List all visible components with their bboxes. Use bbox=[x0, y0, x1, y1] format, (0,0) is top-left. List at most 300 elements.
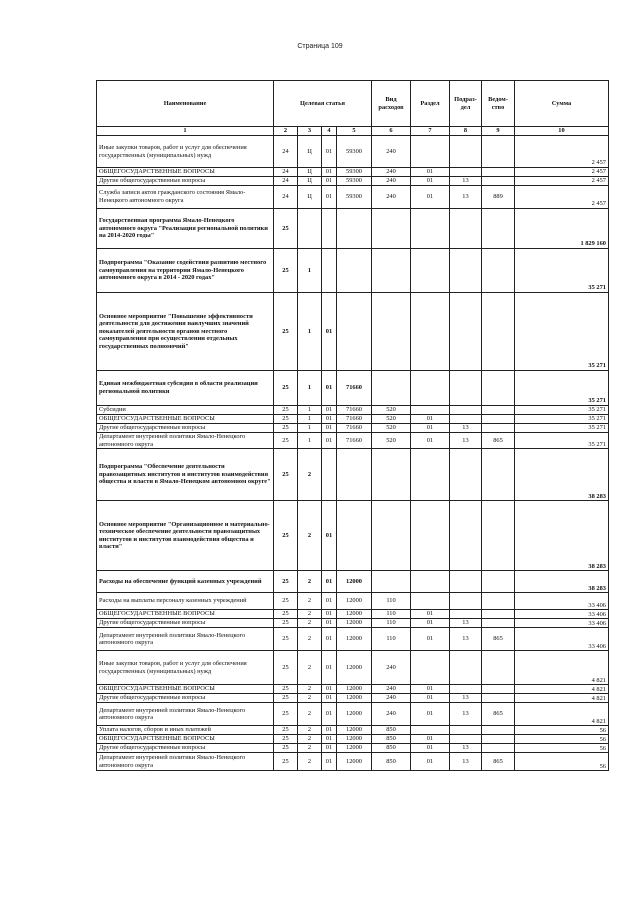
table-cell-code: 12000 bbox=[337, 703, 372, 726]
table-cell-razdel: 01 bbox=[411, 694, 450, 703]
table-cell-sum: 4 821 bbox=[515, 703, 609, 726]
table-cell-sum: 33 406 bbox=[515, 628, 609, 651]
table-cell-vedomstvo bbox=[482, 371, 515, 406]
table-cell-vid: 850 bbox=[372, 753, 411, 771]
col-number: 3 bbox=[298, 127, 322, 136]
table-cell-name: Субсидии bbox=[97, 406, 274, 415]
header-row bbox=[97, 81, 609, 127]
table-cell-code: 2 bbox=[298, 685, 322, 694]
table-cell-sum: 38 283 bbox=[515, 449, 609, 501]
table-cell-sum: 33 406 bbox=[515, 619, 609, 628]
header-target: Целевая статья bbox=[274, 81, 372, 127]
table-cell-vedomstvo bbox=[482, 571, 515, 593]
table-cell-code: 01 bbox=[322, 406, 337, 415]
table-cell-vid: 850 bbox=[372, 744, 411, 753]
table-cell-podrazdel bbox=[450, 735, 482, 744]
table-row bbox=[97, 753, 609, 771]
table-cell-code: 12000 bbox=[337, 744, 372, 753]
table-cell-code: 01 bbox=[322, 726, 337, 735]
table-cell-vedomstvo bbox=[482, 449, 515, 501]
table-cell-code: 25 bbox=[274, 406, 298, 415]
header-name: Наименование bbox=[97, 81, 274, 127]
table-row bbox=[97, 209, 609, 249]
table-cell-vedomstvo bbox=[482, 424, 515, 433]
table-row bbox=[97, 371, 609, 406]
table-cell-code bbox=[322, 249, 337, 293]
table-cell-podrazdel: 13 bbox=[450, 744, 482, 753]
table-cell-podrazdel: 13 bbox=[450, 433, 482, 449]
table-cell-vid bbox=[372, 571, 411, 593]
table-cell-code: 01 bbox=[322, 753, 337, 771]
table-cell-vid: 110 bbox=[372, 619, 411, 628]
table-cell-code bbox=[337, 293, 372, 371]
table-cell-vid: 520 bbox=[372, 406, 411, 415]
table-row bbox=[97, 610, 609, 619]
table-cell-code: 12000 bbox=[337, 628, 372, 651]
header-vedomstvo: Ведом- ство bbox=[482, 81, 515, 127]
table-cell-podrazdel: 13 bbox=[450, 177, 482, 186]
table-cell-razdel bbox=[411, 406, 450, 415]
table-cell-code: 01 bbox=[322, 168, 337, 177]
table-cell-code bbox=[337, 249, 372, 293]
table-cell-podrazdel bbox=[450, 726, 482, 735]
table-cell-sum: 2 457 bbox=[515, 136, 609, 168]
table-cell-name: Единая межбюджетная субсидия в области реализации региональной политики bbox=[97, 371, 274, 406]
table-cell-sum: 38 283 bbox=[515, 571, 609, 593]
table-cell-podrazdel bbox=[450, 406, 482, 415]
table-cell-razdel bbox=[411, 571, 450, 593]
table-cell-name: Подпрограмма "Обеспечение деятельности правозащитных институтов и институтов взаимодействия общества и власти в Ямало-Ненецком автономном округе" bbox=[97, 449, 274, 501]
col-number: 7 bbox=[411, 127, 450, 136]
table-cell-code: 25 bbox=[274, 651, 298, 685]
table-cell-podrazdel: 13 bbox=[450, 186, 482, 209]
table-cell-vedomstvo bbox=[482, 209, 515, 249]
table-cell-vedomstvo: 865 bbox=[482, 753, 515, 771]
table-cell-name: Государственная программа Ямало-Ненецкого автономного округа "Реализация региональной политики на 2014-2020 годы" bbox=[97, 209, 274, 249]
table-cell-vedomstvo bbox=[482, 249, 515, 293]
table-cell-razdel bbox=[411, 449, 450, 501]
table-row bbox=[97, 406, 609, 415]
table-cell-sum: 35 271 bbox=[515, 249, 609, 293]
table-cell-code: 12000 bbox=[337, 685, 372, 694]
table-cell-sum: 4 821 bbox=[515, 694, 609, 703]
budget-table bbox=[96, 80, 609, 771]
table-cell-vedomstvo bbox=[482, 136, 515, 168]
table-body bbox=[97, 136, 609, 771]
table-cell-code: 24 bbox=[274, 136, 298, 168]
table-cell-razdel: 01 bbox=[411, 415, 450, 424]
table-row bbox=[97, 744, 609, 753]
table-cell-code: 71660 bbox=[337, 424, 372, 433]
table-cell-vedomstvo bbox=[482, 685, 515, 694]
col-number: 4 bbox=[322, 127, 337, 136]
table-cell-code: 01 bbox=[322, 571, 337, 593]
table-cell-vedomstvo bbox=[482, 293, 515, 371]
table-cell-sum: 56 bbox=[515, 735, 609, 744]
table-cell-razdel bbox=[411, 726, 450, 735]
table-cell-podrazdel bbox=[450, 249, 482, 293]
table-cell-name: Другие общегосударственные вопросы bbox=[97, 177, 274, 186]
table-cell-podrazdel: 13 bbox=[450, 694, 482, 703]
table-cell-code: 01 bbox=[322, 685, 337, 694]
table-cell-code: 01 bbox=[322, 186, 337, 209]
table-cell-razdel: 01 bbox=[411, 168, 450, 177]
table-cell-code: 2 bbox=[298, 753, 322, 771]
table-cell-sum: 35 271 bbox=[515, 433, 609, 449]
table-cell-code: 59300 bbox=[337, 177, 372, 186]
table-cell-vid: 110 bbox=[372, 628, 411, 651]
table-cell-podrazdel bbox=[450, 371, 482, 406]
table-cell-code: Ц bbox=[298, 186, 322, 209]
table-cell-razdel: 01 bbox=[411, 703, 450, 726]
table-cell-code: 71660 bbox=[337, 415, 372, 424]
table-cell-razdel bbox=[411, 136, 450, 168]
table-cell-code: 12000 bbox=[337, 610, 372, 619]
table-cell-podrazdel bbox=[450, 571, 482, 593]
table-cell-code bbox=[337, 501, 372, 571]
table-cell-code: 01 bbox=[322, 703, 337, 726]
table-cell-vedomstvo bbox=[482, 177, 515, 186]
table-cell-code: 2 bbox=[298, 651, 322, 685]
table-cell-code: 12000 bbox=[337, 651, 372, 685]
table-cell-code: 01 bbox=[322, 610, 337, 619]
table-cell-razdel: 01 bbox=[411, 744, 450, 753]
table-cell-razdel: 01 bbox=[411, 619, 450, 628]
table-cell-sum: 1 829 160 bbox=[515, 209, 609, 249]
table-cell-name: Другие общегосударственные вопросы bbox=[97, 694, 274, 703]
table-cell-vedomstvo: 865 bbox=[482, 703, 515, 726]
table-row bbox=[97, 685, 609, 694]
table-cell-vid: 240 bbox=[372, 694, 411, 703]
table-cell-podrazdel: 13 bbox=[450, 753, 482, 771]
header-podrazdel: Подраз- дел bbox=[450, 81, 482, 127]
table-cell-code: 25 bbox=[274, 449, 298, 501]
table-cell-podrazdel bbox=[450, 293, 482, 371]
table-cell-code: 25 bbox=[274, 415, 298, 424]
table-cell-sum: 38 283 bbox=[515, 501, 609, 571]
table-cell-sum: 35 271 bbox=[515, 415, 609, 424]
table-cell-code: 01 bbox=[322, 735, 337, 744]
table-cell-vedomstvo bbox=[482, 651, 515, 685]
table-cell-razdel bbox=[411, 593, 450, 610]
table-cell-name: Департамент внутренней политики Ямало-Ненецкого автономного округа bbox=[97, 753, 274, 771]
table-cell-vedomstvo: 865 bbox=[482, 433, 515, 449]
table-cell-name: Другие общегосударственные вопросы bbox=[97, 424, 274, 433]
table-row bbox=[97, 694, 609, 703]
table-cell-sum: 35 271 bbox=[515, 371, 609, 406]
table-cell-name: Иные закупки товаров, работ и услуг для обеспечения государственных (муниципальных) нужд bbox=[97, 651, 274, 685]
table-cell-code: 1 bbox=[298, 249, 322, 293]
table-cell-podrazdel bbox=[450, 501, 482, 571]
table-cell-podrazdel: 13 bbox=[450, 424, 482, 433]
table-cell-vid: 240 bbox=[372, 703, 411, 726]
table-row bbox=[97, 619, 609, 628]
table-cell-podrazdel bbox=[450, 136, 482, 168]
table-cell-vedomstvo bbox=[482, 610, 515, 619]
page-label: Страница 109 bbox=[297, 43, 343, 50]
table-cell-code: 25 bbox=[274, 501, 298, 571]
table-cell-code: 25 bbox=[274, 571, 298, 593]
table-cell-razdel bbox=[411, 209, 450, 249]
table-cell-code: 01 bbox=[322, 371, 337, 406]
table-cell-name: Иные закупки товаров, работ и услуг для обеспечения государственных (муниципальных) нужд bbox=[97, 136, 274, 168]
table-cell-code: 25 bbox=[274, 610, 298, 619]
table-cell-sum: 2 457 bbox=[515, 177, 609, 186]
table-cell-vedomstvo bbox=[482, 735, 515, 744]
table-cell-name: Другие общегосударственные вопросы bbox=[97, 619, 274, 628]
table-cell-vid: 520 bbox=[372, 424, 411, 433]
table-cell-code: Ц bbox=[298, 168, 322, 177]
table-cell-razdel: 01 bbox=[411, 186, 450, 209]
table-cell-podrazdel bbox=[450, 610, 482, 619]
table-cell-vid: 240 bbox=[372, 186, 411, 209]
table-cell-code: 2 bbox=[298, 610, 322, 619]
table-cell-razdel: 01 bbox=[411, 610, 450, 619]
table-cell-code: 2 bbox=[298, 593, 322, 610]
table-cell-vedomstvo bbox=[482, 726, 515, 735]
table-cell-code: 01 bbox=[322, 293, 337, 371]
table-cell-code: 12000 bbox=[337, 571, 372, 593]
table-cell-name: Департамент внутренней политики Ямало-Ненецкого автономного округа bbox=[97, 433, 274, 449]
table-row bbox=[97, 628, 609, 651]
table-cell-razdel: 01 bbox=[411, 753, 450, 771]
table-cell-vid bbox=[372, 371, 411, 406]
table-row bbox=[97, 168, 609, 177]
table-row bbox=[97, 449, 609, 501]
table-cell-vedomstvo bbox=[482, 415, 515, 424]
table-row bbox=[97, 726, 609, 735]
table-cell-name: ОБЩЕГОСУДАРСТВЕННЫЕ ВОПРОСЫ bbox=[97, 168, 274, 177]
table-cell-code: 01 bbox=[322, 136, 337, 168]
table-cell-code: 2 bbox=[298, 628, 322, 651]
table-cell-vedomstvo bbox=[482, 619, 515, 628]
table-cell-sum: 2 457 bbox=[515, 186, 609, 209]
table-cell-code: 25 bbox=[274, 424, 298, 433]
table-cell-code: 71660 bbox=[337, 433, 372, 449]
table-cell-vid: 850 bbox=[372, 726, 411, 735]
table-cell-name: Расходы на обеспечение функций казенных учреждений bbox=[97, 571, 274, 593]
table-cell-code: 25 bbox=[274, 371, 298, 406]
header-vid: Вид расходов bbox=[372, 81, 411, 127]
table-row bbox=[97, 501, 609, 571]
table-cell-sum: 35 271 bbox=[515, 406, 609, 415]
table-cell-code: 25 bbox=[274, 249, 298, 293]
table-cell-code: 1 bbox=[298, 371, 322, 406]
table-cell-razdel bbox=[411, 651, 450, 685]
table-row bbox=[97, 249, 609, 293]
table-cell-sum: 33 406 bbox=[515, 593, 609, 610]
table-cell-code: 25 bbox=[274, 753, 298, 771]
table-cell-code: 2 bbox=[298, 449, 322, 501]
table-row bbox=[97, 186, 609, 209]
table-cell-code: 01 bbox=[322, 433, 337, 449]
table-cell-code: 1 bbox=[298, 424, 322, 433]
table-cell-code: 01 bbox=[322, 415, 337, 424]
table-cell-vid: 240 bbox=[372, 168, 411, 177]
table-cell-sum: 56 bbox=[515, 744, 609, 753]
table-cell-vedomstvo bbox=[482, 694, 515, 703]
table-cell-code: 25 bbox=[274, 703, 298, 726]
table-cell-vid: 110 bbox=[372, 593, 411, 610]
table-row bbox=[97, 735, 609, 744]
table-cell-vedomstvo bbox=[482, 593, 515, 610]
table-cell-vid bbox=[372, 209, 411, 249]
table-cell-code bbox=[322, 209, 337, 249]
table-cell-code: 59300 bbox=[337, 186, 372, 209]
table-cell-code: 2 bbox=[298, 744, 322, 753]
table-cell-vedomstvo bbox=[482, 406, 515, 415]
table-cell-razdel bbox=[411, 501, 450, 571]
table-cell-razdel: 01 bbox=[411, 424, 450, 433]
table-cell-name: Департамент внутренней политики Ямало-Ненецкого автономного округа bbox=[97, 628, 274, 651]
table-cell-code: 12000 bbox=[337, 619, 372, 628]
table-row bbox=[97, 571, 609, 593]
table-cell-vid bbox=[372, 293, 411, 371]
table-cell-razdel bbox=[411, 249, 450, 293]
table-cell-code: 12000 bbox=[337, 726, 372, 735]
table-cell-vid: 110 bbox=[372, 610, 411, 619]
table-row bbox=[97, 177, 609, 186]
table-cell-name: Подпрограмма "Оказание содействия развитию местного самоуправления на территории Ямало-Ненецкого автономного округа в 2014 - 2020 годах" bbox=[97, 249, 274, 293]
table-cell-code: 1 bbox=[298, 433, 322, 449]
table-row bbox=[97, 293, 609, 371]
table-cell-code: 24 bbox=[274, 177, 298, 186]
table-row bbox=[97, 593, 609, 610]
table-cell-name: Уплата налогов, сборов и иных платежей bbox=[97, 726, 274, 735]
table-cell-code bbox=[337, 449, 372, 501]
table-cell-podrazdel: 13 bbox=[450, 619, 482, 628]
table-cell-razdel bbox=[411, 371, 450, 406]
table-cell-code: 24 bbox=[274, 168, 298, 177]
table-cell-vid bbox=[372, 449, 411, 501]
table-cell-name: Другие общегосударственные вопросы bbox=[97, 744, 274, 753]
table-cell-vedomstvo bbox=[482, 744, 515, 753]
table-cell-code: 01 bbox=[322, 619, 337, 628]
table-row bbox=[97, 651, 609, 685]
table-cell-sum: 4 821 bbox=[515, 651, 609, 685]
table-cell-name: ОБЩЕГОСУДАРСТВЕННЫЕ ВОПРОСЫ bbox=[97, 735, 274, 744]
table-cell-vid: 240 bbox=[372, 651, 411, 685]
table-cell-code: 25 bbox=[274, 293, 298, 371]
table-cell-code: 24 bbox=[274, 186, 298, 209]
table-cell-name: Расходы на выплаты персоналу казенных учреждений bbox=[97, 593, 274, 610]
table-row bbox=[97, 433, 609, 449]
table-cell-code: 59300 bbox=[337, 168, 372, 177]
table-cell-code: 01 bbox=[322, 744, 337, 753]
table-cell-code: 12000 bbox=[337, 753, 372, 771]
table-cell-razdel: 01 bbox=[411, 628, 450, 651]
table-cell-code: 25 bbox=[274, 619, 298, 628]
table-cell-podrazdel bbox=[450, 449, 482, 501]
table-cell-code: 01 bbox=[322, 628, 337, 651]
table-cell-razdel: 01 bbox=[411, 433, 450, 449]
table-cell-code: 01 bbox=[322, 694, 337, 703]
table-cell-sum: 56 bbox=[515, 726, 609, 735]
table-cell-code: 25 bbox=[274, 685, 298, 694]
table-cell-code bbox=[337, 209, 372, 249]
table-cell-code: 71660 bbox=[337, 371, 372, 406]
table-cell-code: 01 bbox=[322, 177, 337, 186]
table-cell-code: 01 bbox=[322, 651, 337, 685]
table-cell-razdel: 01 bbox=[411, 685, 450, 694]
table-cell-podrazdel bbox=[450, 685, 482, 694]
table-cell-sum: 56 bbox=[515, 753, 609, 771]
table-cell-code bbox=[298, 209, 322, 249]
col-number: 9 bbox=[482, 127, 515, 136]
table-cell-name: ОБЩЕГОСУДАРСТВЕННЫЕ ВОПРОСЫ bbox=[97, 685, 274, 694]
table-cell-razdel: 01 bbox=[411, 177, 450, 186]
table-cell-name: Департамент внутренней политики Ямало-Ненецкого автономного округа bbox=[97, 703, 274, 726]
header-summa: Сумма bbox=[515, 81, 609, 127]
table-cell-vid: 240 bbox=[372, 177, 411, 186]
table-cell-code: 25 bbox=[274, 744, 298, 753]
col-number: 10 bbox=[515, 127, 609, 136]
table-cell-code: 1 bbox=[298, 415, 322, 424]
table-cell-podrazdel bbox=[450, 168, 482, 177]
table-cell-sum: 35 271 bbox=[515, 424, 609, 433]
table-cell-name: ОБЩЕГОСУДАРСТВЕННЫЕ ВОПРОСЫ bbox=[97, 415, 274, 424]
table-cell-podrazdel bbox=[450, 209, 482, 249]
table-cell-vid bbox=[372, 249, 411, 293]
table-cell-sum: 33 406 bbox=[515, 610, 609, 619]
table-cell-podrazdel bbox=[450, 651, 482, 685]
table-cell-code bbox=[322, 449, 337, 501]
table-cell-sum: 2 457 bbox=[515, 168, 609, 177]
table-cell-code: 01 bbox=[322, 593, 337, 610]
table-cell-code: 59300 bbox=[337, 136, 372, 168]
table-cell-code: 1 bbox=[298, 406, 322, 415]
table-cell-code: 12000 bbox=[337, 694, 372, 703]
table-cell-vedomstvo bbox=[482, 501, 515, 571]
table-cell-code: 2 bbox=[298, 619, 322, 628]
table-cell-vid: 850 bbox=[372, 735, 411, 744]
table-cell-name: Служба записи актов гражданского состояния Ямало-Ненецкого автономного округа bbox=[97, 186, 274, 209]
table-cell-vid: 240 bbox=[372, 136, 411, 168]
table-cell-code: 1 bbox=[298, 293, 322, 371]
col-number: 5 bbox=[337, 127, 372, 136]
col-number: 8 bbox=[450, 127, 482, 136]
table-row bbox=[97, 136, 609, 168]
table-cell-code: 01 bbox=[322, 424, 337, 433]
table-cell-razdel: 01 bbox=[411, 735, 450, 744]
col-number: 2 bbox=[274, 127, 298, 136]
table-cell-vedomstvo bbox=[482, 168, 515, 177]
column-numbers-row bbox=[97, 127, 609, 136]
table-cell-podrazdel: 13 bbox=[450, 703, 482, 726]
table-cell-podrazdel: 13 bbox=[450, 628, 482, 651]
table-cell-code: 71660 bbox=[337, 406, 372, 415]
col-number: 1 bbox=[97, 127, 274, 136]
table-row bbox=[97, 703, 609, 726]
table-cell-razdel bbox=[411, 293, 450, 371]
table-cell-code: Ц bbox=[298, 177, 322, 186]
col-number: 6 bbox=[372, 127, 411, 136]
table-cell-code: 25 bbox=[274, 726, 298, 735]
table-cell-sum: 4 821 bbox=[515, 685, 609, 694]
table-cell-code: 2 bbox=[298, 735, 322, 744]
table-cell-name: ОБЩЕГОСУДАРСТВЕННЫЕ ВОПРОСЫ bbox=[97, 610, 274, 619]
header-razdel: Раздел bbox=[411, 81, 450, 127]
table-cell-code: 25 bbox=[274, 593, 298, 610]
table-cell-code: 25 bbox=[274, 209, 298, 249]
table-cell-podrazdel bbox=[450, 593, 482, 610]
table-cell-code: 2 bbox=[298, 726, 322, 735]
table-cell-code: 12000 bbox=[337, 593, 372, 610]
table-cell-code: 2 bbox=[298, 694, 322, 703]
table-cell-code: 12000 bbox=[337, 735, 372, 744]
table-cell-podrazdel bbox=[450, 415, 482, 424]
table-cell-code: 25 bbox=[274, 694, 298, 703]
